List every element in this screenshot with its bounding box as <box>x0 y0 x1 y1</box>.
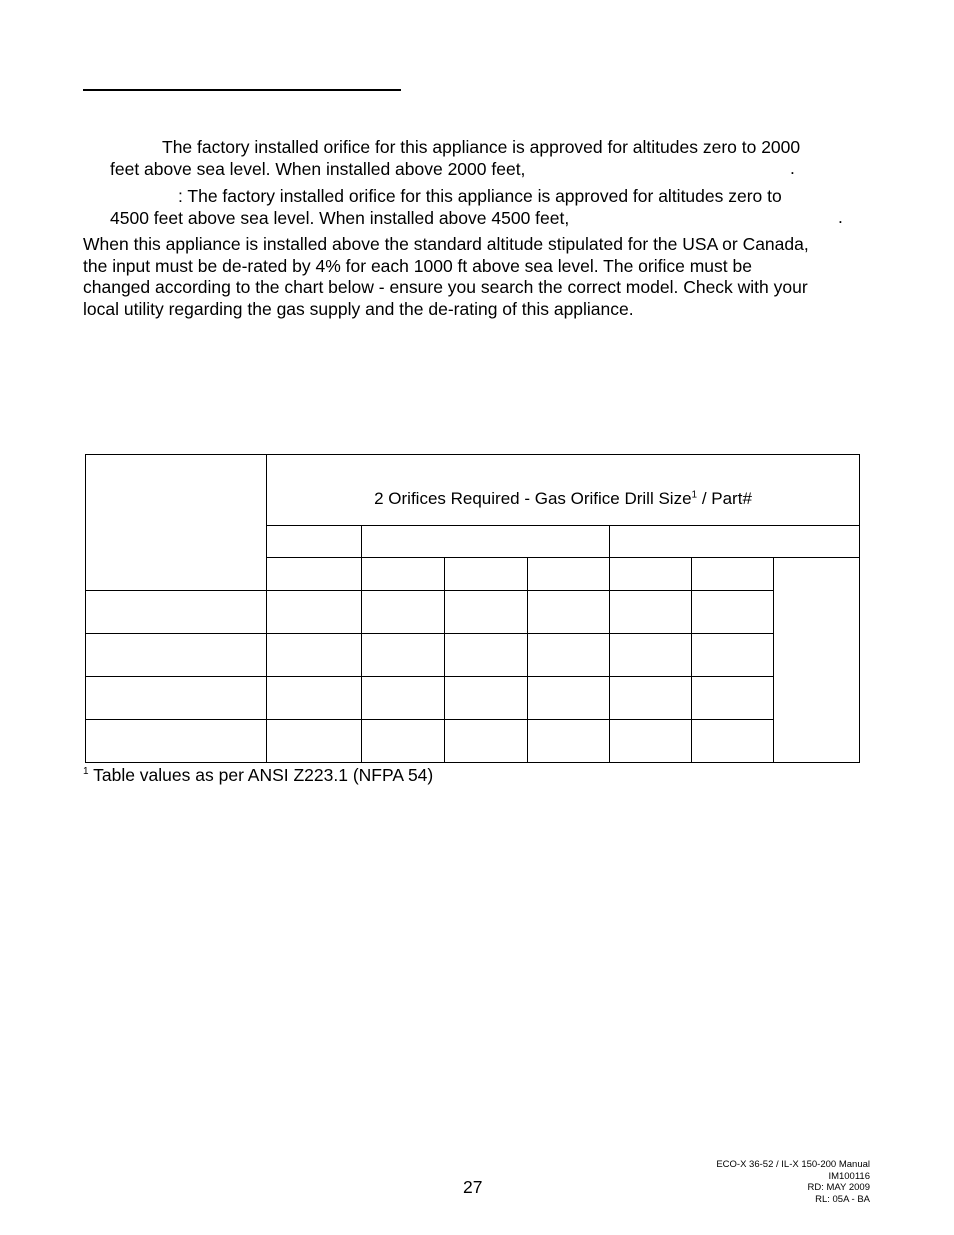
manual-title: ECO-X 36-52 / IL-X 150-200 Manual <box>716 1159 870 1170</box>
table-cell <box>267 720 362 763</box>
table-corner-cell <box>86 455 267 591</box>
table-subheader-cell <box>267 558 362 591</box>
paragraph-4500ft-end: . <box>838 207 843 227</box>
table-cell <box>267 634 362 677</box>
table-cell <box>267 677 362 720</box>
table-header-cell <box>610 526 860 558</box>
table-cell <box>362 677 445 720</box>
table-cell <box>528 591 610 634</box>
section-heading-underline <box>83 89 401 91</box>
table-row <box>86 634 860 677</box>
table-cell <box>692 634 774 677</box>
table-cell <box>362 591 445 634</box>
table-cell <box>692 720 774 763</box>
table-header-cell <box>362 526 610 558</box>
table-cell <box>86 591 267 634</box>
table-cell <box>445 677 528 720</box>
table-title: 2 Orifices Required - Gas Orifice Drill Size$^1$ / Part# <box>267 455 860 526</box>
table-cell <box>362 634 445 677</box>
table-row <box>86 677 860 720</box>
table-cell <box>86 720 267 763</box>
table-cell <box>692 677 774 720</box>
table-cell <box>610 591 692 634</box>
table-header-cell <box>267 526 362 558</box>
table-cell <box>528 634 610 677</box>
table-cell <box>445 634 528 677</box>
table-cell <box>528 720 610 763</box>
table-cell <box>267 591 362 634</box>
paragraph-2000ft: The factory installed orifice for this appliance is approved for altitudes zero to 2000 feet above sea level. When installed above 2000 feet, <box>110 137 801 179</box>
table-row <box>86 720 860 763</box>
table-footnote: $^1$ Table values as per ANSI Z223.1 (NFPA 54) <box>83 765 434 785</box>
table-cell <box>86 677 267 720</box>
table-cell <box>445 591 528 634</box>
document-meta <box>716 1159 870 1205</box>
table-subheader-cell <box>692 558 774 591</box>
table-cell <box>610 677 692 720</box>
paragraph-derating: When this appliance is installed above the standard altitude stipulated for the USA or Canada, the input must be de-rated by 4% for each 1000 ft above sea level. The orifice must be changed according to the chart below - ensure you search the correct model. Check with your local utility regarding the gas supply and the de-rating of this appliance. <box>83 234 809 319</box>
table-subheader-cell <box>445 558 528 591</box>
table-row <box>86 591 860 634</box>
table-cell <box>610 634 692 677</box>
document-id: IM100116 <box>828 1170 870 1182</box>
orifice-table <box>85 454 860 763</box>
table-cell <box>86 634 267 677</box>
revision-date: RD: MAY 2009 <box>807 1182 870 1193</box>
paragraph-4500ft: : The factory installed orifice for this appliance is approved for altitudes zero to 4500 feet above sea level. When installed above 4500 feet, <box>110 186 782 228</box>
table-cell <box>362 720 445 763</box>
table-subheader-cell <box>528 558 610 591</box>
table-merged-side-cell <box>774 558 860 763</box>
table-cell <box>610 720 692 763</box>
table-subheader-cell <box>362 558 445 591</box>
table-cell <box>445 720 528 763</box>
table-cell <box>692 591 774 634</box>
revision-level: RL: 05A - BA <box>815 1193 870 1205</box>
table-subheader-cell <box>610 558 692 591</box>
page-number: 27 <box>463 1177 483 1197</box>
table-cell <box>528 677 610 720</box>
paragraph-2000ft-end: . <box>790 158 795 178</box>
